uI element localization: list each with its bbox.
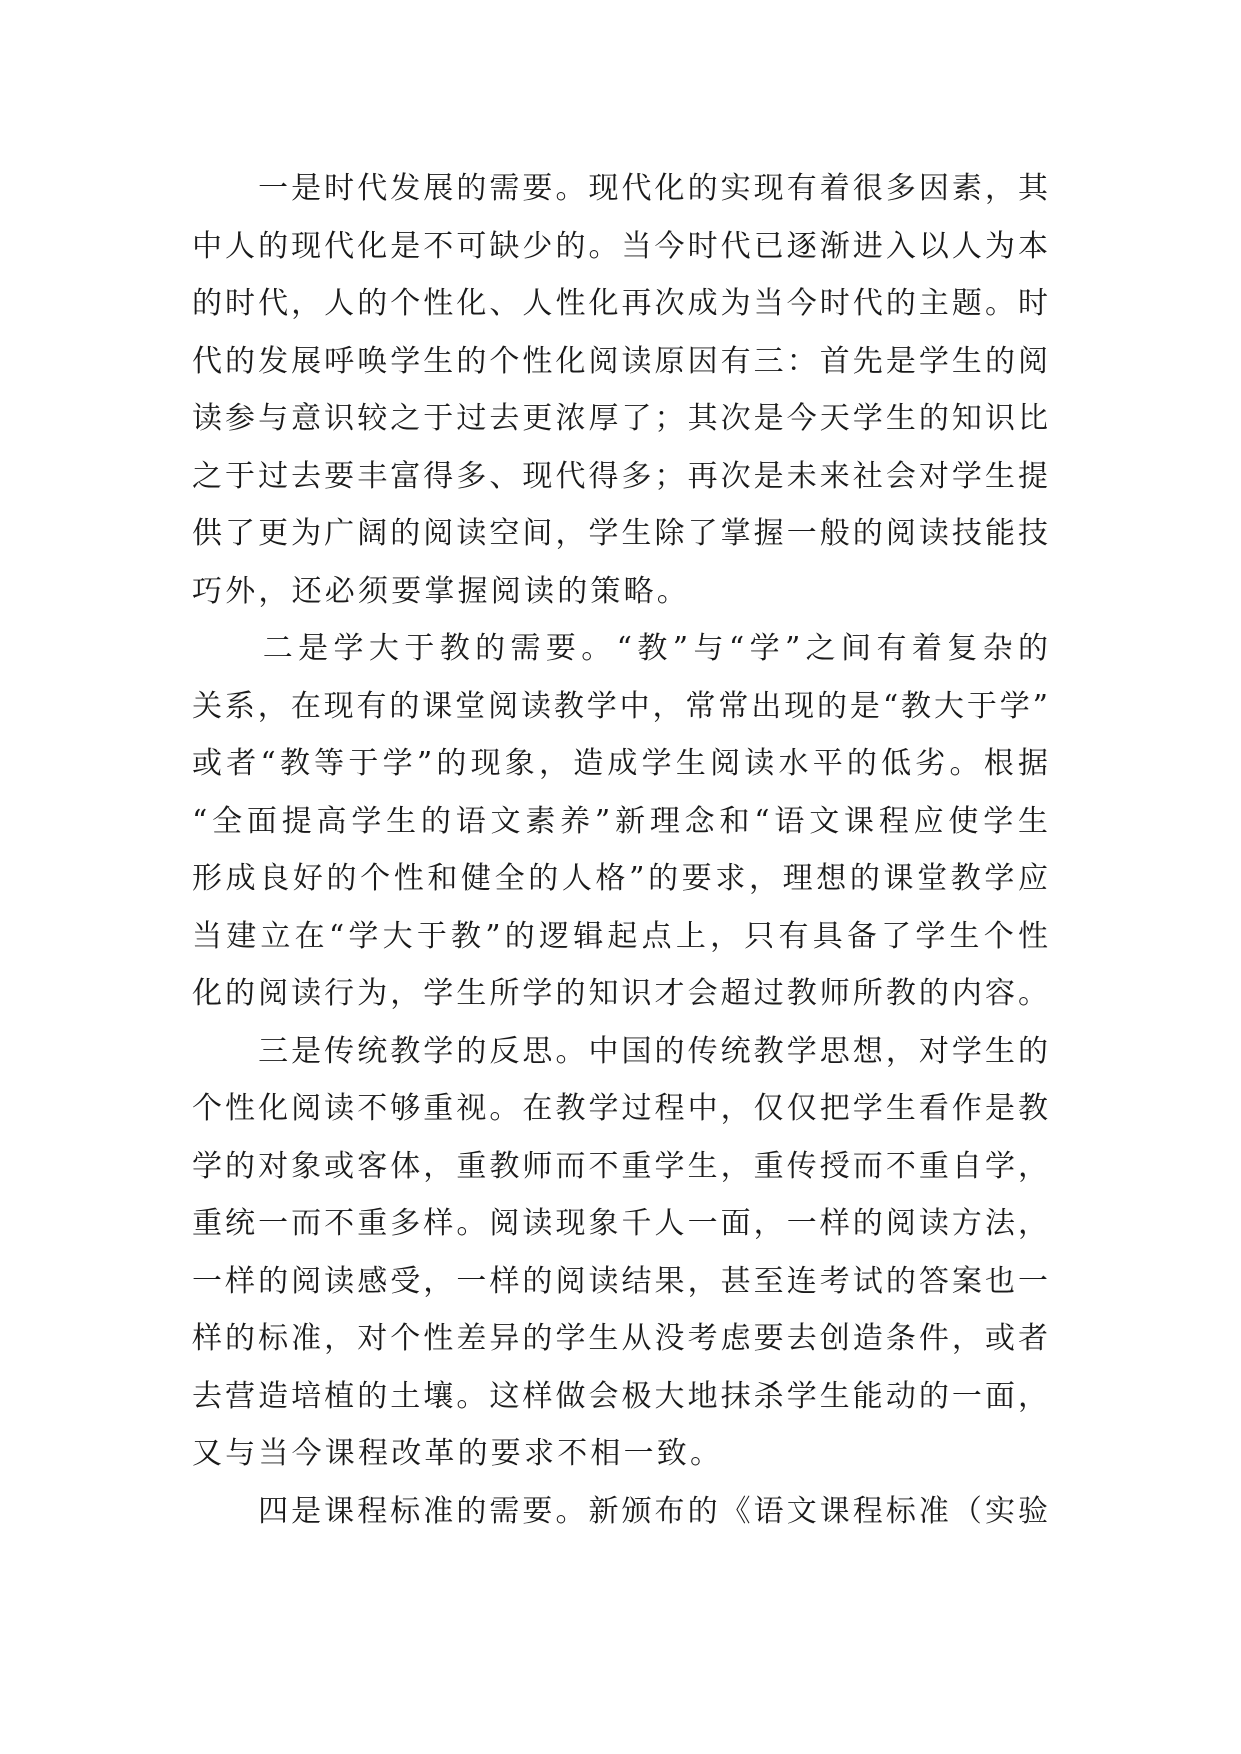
text-line: 个性化阅读不够重视。在教学过程中，仅仅把学生看作是教 — [192, 1091, 1048, 1126]
text-line: 样的标准，对个性差异的学生从没考虑要去创造条件，或者 — [192, 1321, 1048, 1356]
text-line: 四是课程标准的需要。新颁布的《语文课程标准（实验 — [192, 1493, 1048, 1529]
text-line: 或者“教等于学”的现象，造成学生阅读水平的低劣。根据 — [192, 746, 1048, 781]
text-line: 读参与意识较之于过去更浓厚了；其次是今天学生的知识比 — [192, 401, 1048, 436]
text-line: 二是学大于教的需要。“教”与“学”之间有着复杂的 — [192, 631, 1048, 666]
text-line: 化的阅读行为，学生所学的知识才会超过教师所教的内容。 — [192, 976, 1048, 1011]
text-line: 形成良好的个性和健全的人格”的要求，理想的课堂教学应 — [192, 861, 1048, 896]
text-line: 供了更为广阔的阅读空间，学生除了掌握一般的阅读技能技 — [192, 516, 1048, 551]
text-line: 去营造培植的土壤。这样做会极大地抹杀学生能动的一面， — [192, 1378, 1048, 1414]
text-line: 三是传统教学的反思。中国的传统教学思想，对学生的 — [192, 1033, 1048, 1069]
text-line: 一是时代发展的需要。现代化的实现有着很多因素，其 — [192, 171, 1048, 206]
text-line: 又与当今课程改革的要求不相一致。 — [192, 1436, 724, 1471]
text-line: 一样的阅读感受，一样的阅读结果，甚至连考试的答案也一 — [192, 1263, 1048, 1299]
text-line: 巧外，还必须要掌握阅读的策略。 — [192, 573, 690, 609]
text-line: 重统一而不重多样。阅读现象千人一面，一样的阅读方法， — [192, 1206, 1048, 1241]
text-line: 的时代，人的个性化、人性化再次成为当今时代的主题。时 — [192, 286, 1048, 321]
text-line: 代的发展呼唤学生的个性化阅读原因有三：首先是学生的阅 — [192, 343, 1048, 379]
text-line: 中人的现代化是不可缺少的。当今时代已逐渐进入以人为本 — [192, 228, 1048, 264]
text-line: 当建立在“学大于教”的逻辑起点上，只有具备了学生个性 — [192, 918, 1048, 954]
body-text — [192, 160, 1048, 1540]
text-line: 学的对象或客体，重教师而不重学生，重传授而不重自学， — [192, 1148, 1048, 1184]
text-line: 关系，在现有的课堂阅读教学中，常常出现的是“教大于学” — [192, 688, 1048, 724]
text-line: 之于过去要丰富得多、现代得多；再次是未来社会对学生提 — [192, 458, 1048, 494]
text-line: “全面提高学生的语文素养”新理念和“语文课程应使学生 — [192, 803, 1048, 839]
